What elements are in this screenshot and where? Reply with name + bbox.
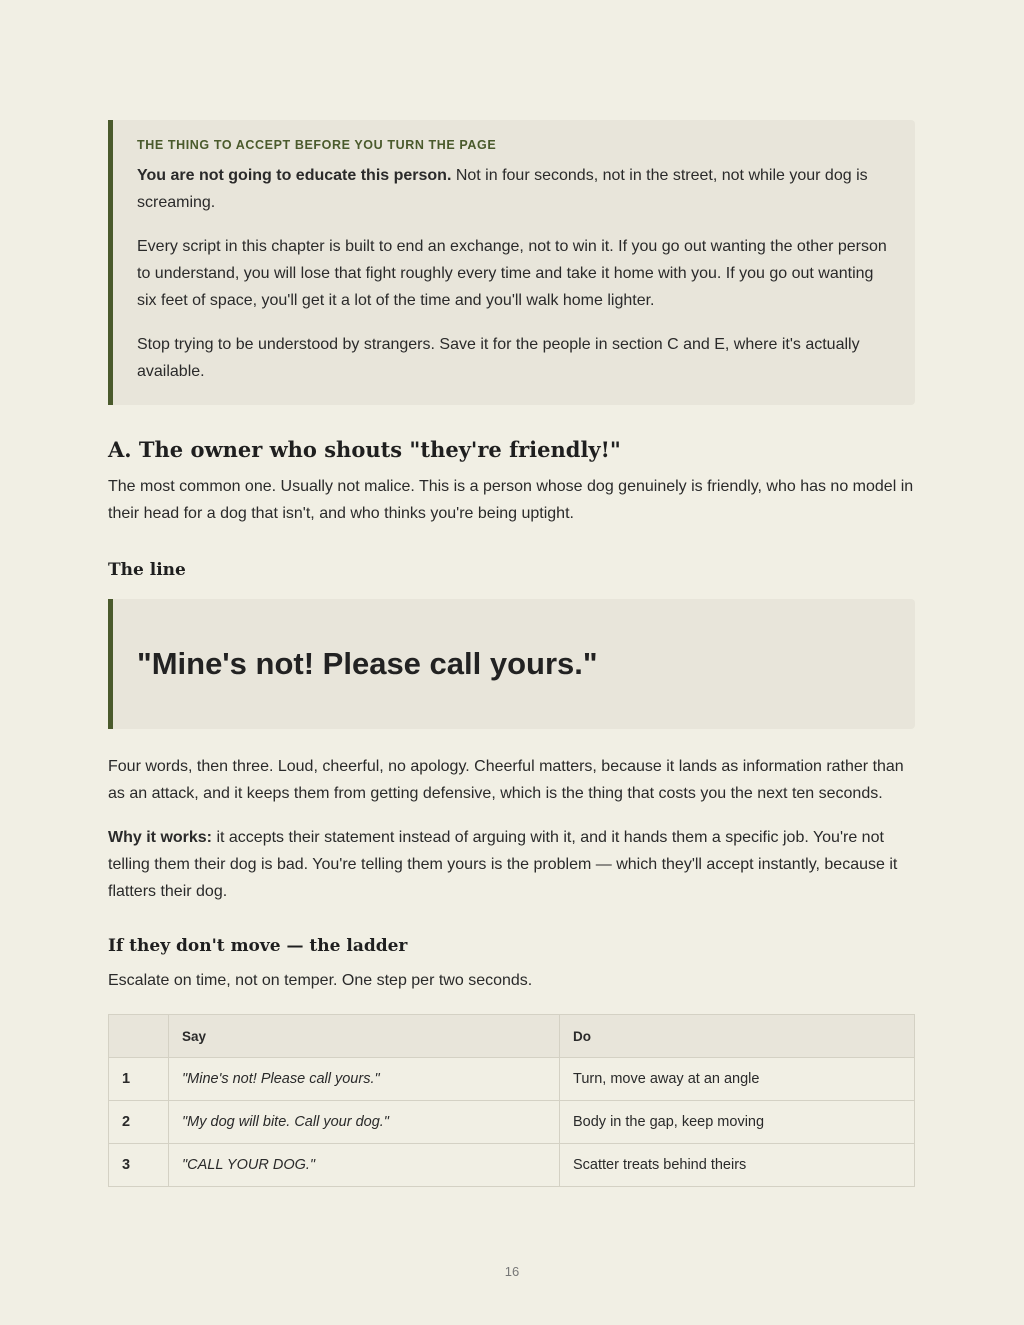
table-row xyxy=(109,1058,915,1101)
table-header-say: Say xyxy=(169,1015,560,1058)
table-header-row xyxy=(109,1015,915,1058)
step-do: Turn, move away at an angle xyxy=(560,1058,915,1101)
section-a-intro: The most common one. Usually not malice. This is a person whose dog genuinely is friendly, who has no model in their head for a dog that isn't, and who thinks you're being uptight. xyxy=(108,478,914,522)
callout-paragraph-3: Stop trying to be understood by strangers. Save it for the people in section C and E, where it's actually available. xyxy=(137,336,860,380)
step-do: Scatter treats behind theirs xyxy=(560,1144,915,1187)
step-number: 3 xyxy=(109,1144,169,1187)
step-number: 2 xyxy=(109,1101,169,1144)
callout-bold-lead: You are not going to educate this person. xyxy=(137,167,452,184)
accept-callout xyxy=(108,120,915,405)
step-number: 1 xyxy=(109,1058,169,1101)
table-row xyxy=(109,1101,915,1144)
why-it-works-label: Why it works: xyxy=(108,829,213,846)
line-quote: "Mine's not! Please call yours." xyxy=(137,646,598,681)
section-a-heading: A. The owner who shouts "they're friendly!" xyxy=(108,437,621,462)
ladder-heading: If they don't move — the ladder xyxy=(108,936,408,956)
page-number: 16 xyxy=(504,1264,520,1279)
step-do: Body in the gap, keep moving xyxy=(560,1101,915,1144)
step-say: "CALL YOUR DOG." xyxy=(169,1144,560,1187)
step-say: "Mine's not! Please call yours." xyxy=(169,1058,560,1101)
line-explanation: Four words, then three. Loud, cheerful, no apology. Cheerful matters, because it lands as information rather than as an attack, and it keeps them from getting defensive, which is the thing that costs you the next ten seconds. xyxy=(108,758,904,802)
callout-paragraph-2: Every script in this chapter is built to end an exchange, not to win it. If you go out wanting the other person to understand, you will lose that fight roughly every time and take it home with you. If you go out wanting six feet of space, you'll get it a lot of the time and you'll walk home lighter. xyxy=(137,238,887,309)
table-row xyxy=(109,1144,915,1187)
step-say: "My dog will bite. Call your dog." xyxy=(169,1101,560,1144)
table-header-step xyxy=(109,1015,169,1058)
callout-paragraph-1 xyxy=(137,162,887,216)
callout-kicker: THE THING TO ACCEPT BEFORE YOU TURN THE PAGE xyxy=(137,138,497,152)
ladder-intro: Escalate on time, not on temper. One step per two seconds. xyxy=(108,972,533,989)
page-content xyxy=(108,120,915,1187)
why-it-works xyxy=(108,824,915,905)
why-it-works-text: it accepts their statement instead of arguing with it, and it hands them a specific job. You're not telling them their dog is bad. You're telling them yours is the problem — which they'll accept instantly, because it flatters their dog. xyxy=(108,829,898,900)
callout-p1-rest: Not in four seconds, not in the street, not while your dog is screaming. xyxy=(137,167,868,211)
table-header-do: Do xyxy=(560,1015,915,1058)
line-quote-box xyxy=(108,599,915,729)
the-line-heading: The line xyxy=(108,560,186,580)
escalation-ladder-table xyxy=(108,1014,915,1187)
